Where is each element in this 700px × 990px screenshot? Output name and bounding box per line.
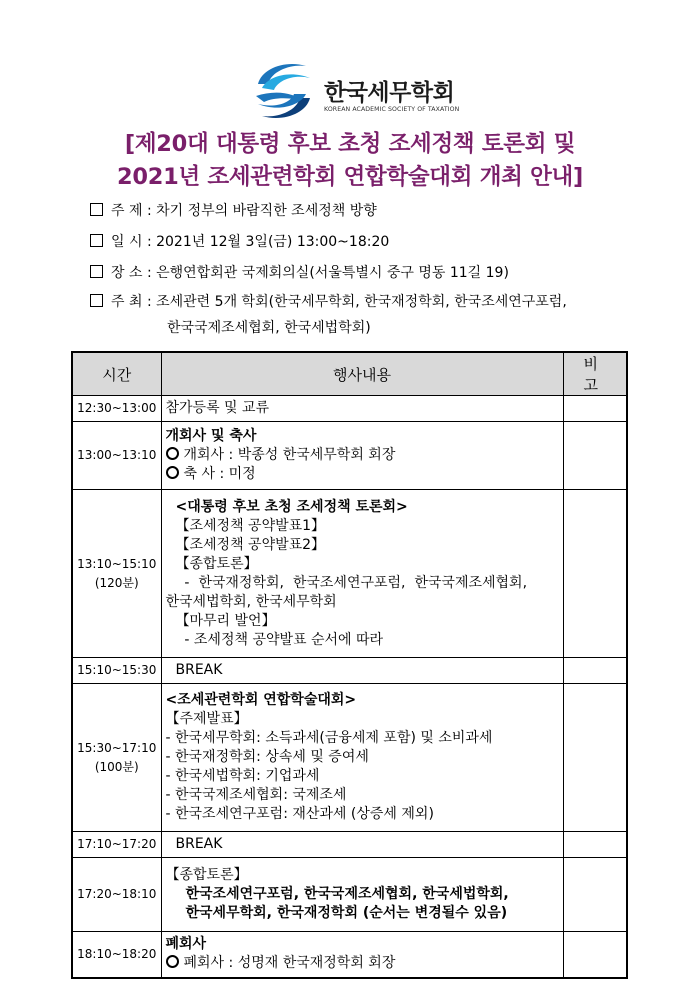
header-content: 행사내용: [161, 352, 563, 396]
checkbox-icon: [90, 265, 103, 278]
row-content: BREAK: [161, 658, 563, 684]
row-content: 【종합토론】 한국조세연구포럼, 한국국제조세협회, 한국세법학회, 한국세무학회, 한국재정학회 (순서는 변경될수 있음): [161, 858, 563, 932]
table-row: [72, 396, 627, 422]
info-date: 일 시 : 2021년 12월 3일(금) 13:00~18:20: [90, 231, 389, 251]
row-note: [563, 658, 627, 684]
row-content: 폐회사 폐회사 : 성명재 한국재정학회 회장: [161, 932, 563, 978]
row-content: <조세관련학회 연합학술대회> 【주제발표】 - 한국세무학회: 소득과세(금융세제 포함) 및 소비과세 - 한국재정학회: 상속세 및 증여세 - 한국세법학회: 기업과세 - 한국국제조세협회: 국제조세 - 한국조세연구포럼: 재산과세 (상증세 제외): [161, 684, 563, 832]
page-title: [0, 128, 700, 194]
checkbox-icon: [90, 294, 103, 307]
logo-english-name: KOREAN ACADEMIC SOCIETY OF TAXATION: [324, 106, 460, 113]
row-content: 개회사 및 축사 개회사 : 박종성 한국세무학회 회장 축 사 : 미정: [161, 422, 563, 490]
row-note: [563, 858, 627, 932]
row-note: [563, 932, 627, 978]
table-row: [72, 422, 627, 490]
checkbox-icon: [90, 203, 103, 216]
logo-korean-name: 한국세무학회: [324, 80, 455, 106]
info-theme: 주 제 : 차기 정부의 바람직한 조세정책 방향: [90, 200, 377, 220]
row-note: [563, 490, 627, 658]
table-row: [72, 932, 627, 978]
info-place: 장 소 : 은행연합회관 국제회의실(서울특별시 중구 명동 11길 19): [90, 262, 509, 282]
row-time: 17:10~17:20: [72, 832, 161, 858]
table-row: [72, 832, 627, 858]
circle-bullet-icon: [166, 447, 179, 460]
row-note: [563, 396, 627, 422]
checkbox-icon: [90, 234, 103, 247]
logo-swirl-icon: [252, 58, 316, 124]
row-time: 15:30~17:10 (100분): [72, 684, 161, 832]
title-line-1: [제20대 대통령 후보 초청 조세정책 토론회 및: [124, 131, 576, 157]
table-row: [72, 490, 627, 658]
society-logo: [252, 58, 460, 128]
row-time: 13:10~15:10 (120분): [72, 490, 161, 658]
table-header-row: [72, 352, 627, 396]
info-host: 주 최 : 조세관련 5개 학회(한국세무학회, 한국재정학회, 한국조세연구포럼,: [90, 291, 567, 311]
circle-bullet-icon: [166, 955, 179, 968]
header-note: 비 고: [563, 352, 627, 396]
row-time: 18:10~18:20: [72, 932, 161, 978]
row-time: 15:10~15:30: [72, 658, 161, 684]
info-host-continued: 한국국제조세협회, 한국세법학회): [167, 320, 371, 336]
row-content: <대통령 후보 초청 조세정책 토론회> 【조세정책 공약발표1】 【조세정책 공약발표2】 【종합토론】 - 한국재정학회, 한국조세연구포럼, 한국국제조세협회, 한국세법학회, 한국세무학회 【마무리 발언】 - 조세정책 공약발표 순서에 따라: [161, 490, 563, 658]
row-time: 13:00~13:10: [72, 422, 161, 490]
title-line-2: 2021년 조세관련학회 연합학술대회 개최 안내]: [117, 164, 583, 190]
table-row: [72, 684, 627, 832]
table-row: [72, 658, 627, 684]
row-note: [563, 684, 627, 832]
row-note: [563, 422, 627, 490]
row-content: BREAK: [161, 832, 563, 858]
row-content: 참가등록 및 교류: [161, 396, 563, 422]
schedule-table: [71, 351, 628, 979]
row-time: 17:20~18:10: [72, 858, 161, 932]
header-time: 시간: [72, 352, 161, 396]
row-note: [563, 832, 627, 858]
row-time: 12:30~13:00: [72, 396, 161, 422]
table-row: [72, 858, 627, 932]
circle-bullet-icon: [166, 466, 179, 479]
